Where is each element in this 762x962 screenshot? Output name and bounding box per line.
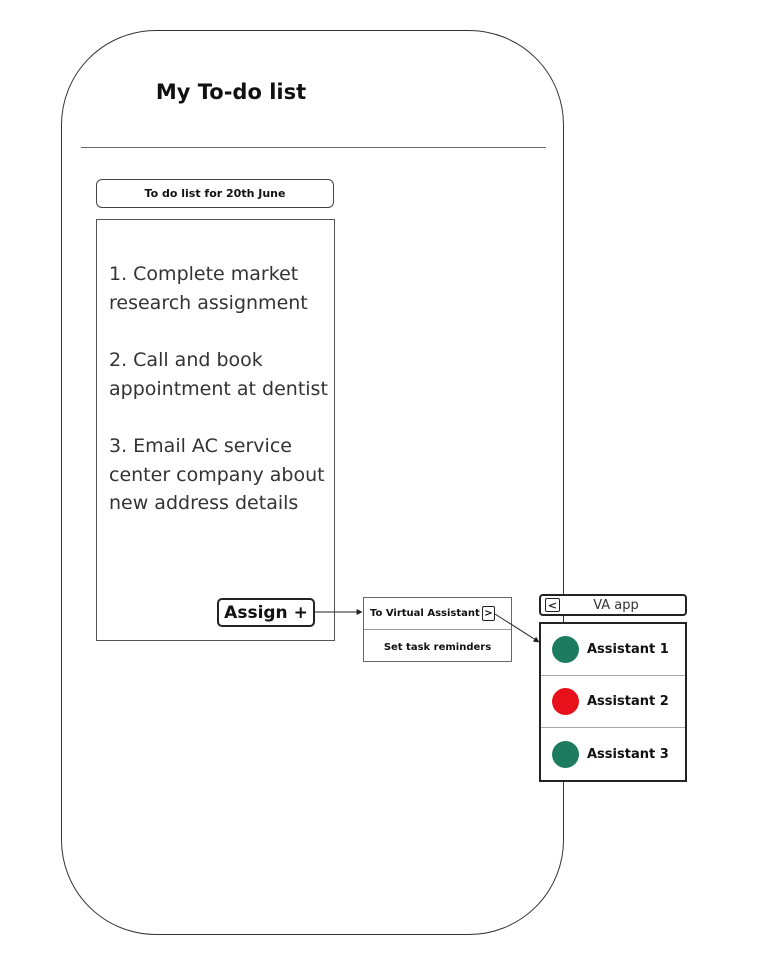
assistant-name: Assistant 2: [587, 694, 669, 709]
chevron-right-icon[interactable]: >: [482, 606, 495, 621]
task-item-2[interactable]: 2. Call and book appointment at dentist: [109, 349, 328, 400]
task-item-3[interactable]: 3. Email AC service center company about new address details: [109, 435, 325, 514]
chevron-left-icon[interactable]: <: [545, 598, 560, 612]
page-title: My To-do list: [155, 80, 307, 104]
assistant-name: Assistant 1: [587, 642, 669, 657]
menu-item-virtual-assistant-label: To Virtual Assistant: [370, 608, 480, 619]
assign-button[interactable]: Assign +: [217, 598, 315, 627]
todo-date-header: To do list for 20th June: [96, 179, 334, 208]
va-arrow: [495, 614, 539, 642]
menu-item-set-reminders[interactable]: Set task reminders: [383, 641, 492, 653]
assistant-name: Assistant 3: [587, 746, 669, 762]
va-app-title: VA app: [593, 597, 639, 613]
task-item-1[interactable]: 1. Complete market research assignment: [109, 263, 308, 314]
